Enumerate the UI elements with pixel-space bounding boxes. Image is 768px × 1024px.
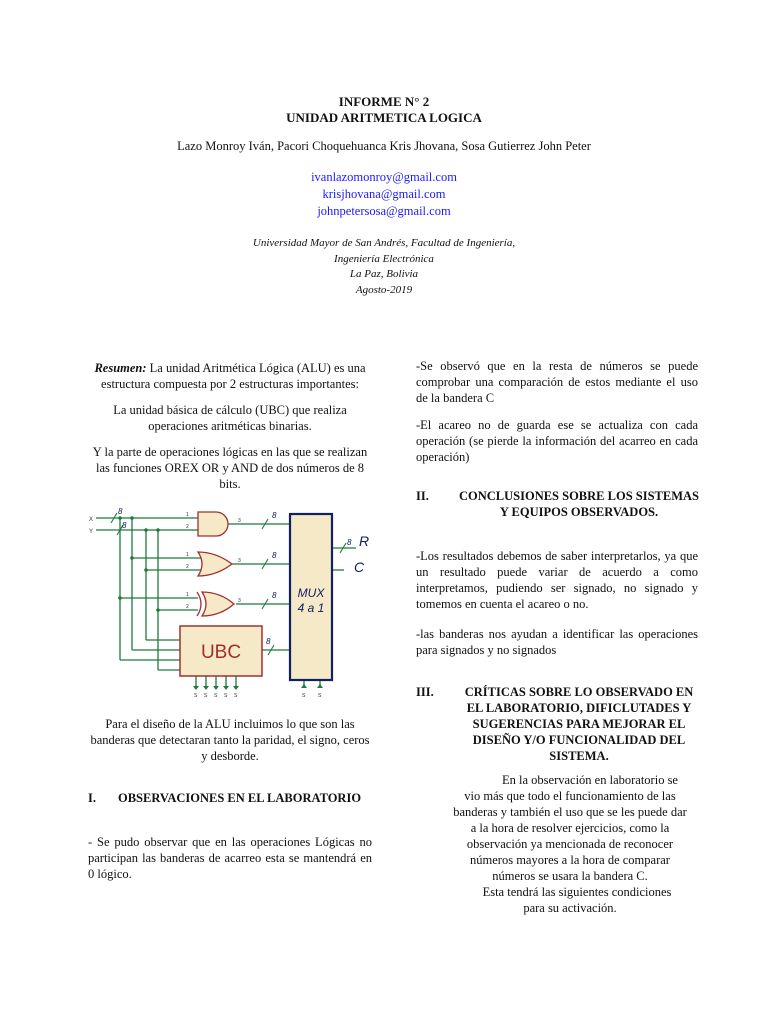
abstract: [88, 360, 372, 392]
mux-label: MUX: [297, 586, 325, 600]
bus-width-label: 8: [122, 521, 127, 530]
ubc-line-2: operaciones aritméticas binarias.: [148, 419, 312, 433]
pin-label: 1: [186, 552, 189, 558]
output-c-label: C: [354, 559, 365, 575]
right-paragraph-1: -Se observó que en la resta de números se puede comprobar una comparación de estos mediante el uso de la bandera C: [416, 359, 698, 405]
abstract-line-1: La unidad Aritmética Lógica (ALU) es una: [146, 361, 366, 375]
output-r-label: R: [359, 533, 370, 549]
email-3[interactable]: johnpetersosa@gmail.com: [317, 204, 451, 218]
input-x-label: X: [89, 517, 94, 523]
abstract-label: Resumen:: [94, 361, 147, 375]
section-3-heading: [416, 684, 706, 763]
xor-gate: [202, 592, 234, 616]
alu-circuit-diagram: [86, 500, 386, 700]
section-1-text: - Se pudo observar que en las operaciones Lógicas no participan las banderas de acarreo esta se mantendrá en 0 lógico.: [88, 835, 372, 881]
p5-line: números se usara la bandera C.: [492, 869, 648, 883]
logic-line-1: Y la parte de operaciones lógicas en las que se realizan: [92, 445, 368, 459]
email-2[interactable]: krisjhovana@gmail.com: [322, 187, 446, 201]
title-line-2: UNIDAD ARITMETICA LOGICA: [286, 110, 482, 125]
section-2-heading: [416, 488, 706, 519]
section-1-title: OBSERVACIONES EN EL LABORATORIO: [118, 791, 362, 805]
flag-pin-label: S: [204, 693, 208, 699]
right-paragraph-4: -las banderas nos ayudan a identificar las operaciones para signados y no signados: [416, 627, 698, 657]
and-gate: [198, 512, 228, 536]
affiliation-university: Universidad Mayor de San Andrés, Facultad de Ingeniería,: [252, 237, 516, 249]
section-3-title-line-3: SUGERENCIAS PARA MEJORAR EL: [472, 717, 686, 731]
or-gate: [198, 552, 232, 576]
pin-label: 3: [238, 598, 241, 604]
bus-width-label: 8: [272, 591, 277, 600]
flag-pin-label: S: [214, 693, 218, 699]
section-3-title-line-4: DISEÑO Y/O FUNCIONALIDAD DEL: [472, 733, 686, 747]
email-1[interactable]: ivanlazomonroy@gmail.com: [311, 170, 457, 184]
pin-label: 2: [186, 604, 189, 610]
p5-line: En la observación en laboratorio se: [502, 773, 678, 787]
section-3-title-line-2: EL LABORATORIO, DIFICLUTADES Y: [466, 701, 692, 715]
section-1-heading: [88, 790, 378, 806]
select-pin-label: S: [318, 693, 322, 699]
right-paragraph-2: -El acareo no de guarda ese se actualiza con cada operación (se pierde la información del acarreo en cada operación): [416, 418, 698, 464]
affiliation-city: La Paz, Bolivia: [349, 268, 419, 280]
p5-line: banderas y también el uso que se les puede dar: [453, 805, 687, 819]
right-paragraph-5: [430, 772, 710, 916]
logic-line-3: bits.: [219, 477, 241, 491]
pin-label: 1: [186, 592, 189, 598]
section-2-number: II.: [416, 489, 429, 503]
authors: Lazo Monroy Iván, Pacori Choquehuanca Kris Jhovana, Sosa Gutierrez John Peter: [177, 139, 591, 153]
pin-label: 3: [238, 518, 241, 524]
logic-paragraph: [88, 444, 372, 492]
logic-line-2: las funciones OREX OR y AND de dos números de 8: [95, 461, 365, 475]
section-3-number: III.: [416, 685, 434, 699]
p5-line: Esta tendrá las siguientes condiciones: [482, 885, 672, 899]
ubc-paragraph: [88, 402, 372, 434]
bus-width-label: 8: [272, 551, 277, 560]
abstract-line-2: estructura compuesta por 2 estructuras importantes:: [101, 377, 359, 391]
ubc-label: UBC: [200, 642, 242, 663]
affiliation-department: Ingeniería Electrónica: [334, 253, 434, 265]
flag-pin-label: S: [234, 693, 238, 699]
p5-line: para su activación.: [523, 901, 617, 915]
alu-design-paragraph: Para el diseño de la ALU incluimos lo que son las banderas que detectaran tanto la paridad, el signo, ceros y desborde.: [90, 717, 370, 763]
pin-label: 2: [186, 564, 189, 570]
pin-label: 3: [238, 558, 241, 564]
section-3-title-line-1: CRÍTICAS SOBRE LO OBSERVADO EN: [464, 685, 694, 699]
section-3-title-line-5: SISTEMA.: [549, 749, 609, 763]
section-2-title-line-1: CONCLUSIONES SOBRE LOS SISTEMAS: [458, 489, 699, 503]
bus-width-label: 8: [266, 637, 271, 646]
section-1-number: I.: [88, 791, 96, 805]
title-line-1: INFORME N° 2: [338, 94, 430, 109]
flag-pin-label: S: [194, 693, 198, 699]
right-paragraph-3: -Los resultados debemos de saber interpretarlos, ya que un resultado puede variar de acuerdo a como interpretamos, pudiendo ser signado, no signado y tomemos en cuenta el acareo o no.: [416, 549, 698, 611]
bus-width-label: 8: [118, 507, 123, 516]
ubc-line-1: La unidad básica de cálculo (UBC) que realiza: [113, 403, 347, 417]
mux-sublabel: 4 a 1: [297, 601, 325, 615]
section-2-title-line-2: Y EQUIPOS OBSERVADOS.: [499, 505, 659, 519]
pin-label: 1: [186, 512, 189, 518]
affiliation-date: Agosto-2019: [355, 284, 413, 296]
flag-pin-label: S: [224, 693, 228, 699]
pin-label: 2: [186, 524, 189, 530]
input-y-label: Y: [89, 529, 94, 535]
bus-width-label: 8: [347, 538, 352, 547]
p5-line: a la hora de resolver ejercicios, como la: [470, 821, 670, 835]
bus-width-label: 8: [272, 511, 277, 520]
select-pin-label: S: [302, 693, 306, 699]
p5-line: observación ya mencionada de reconocer: [466, 837, 674, 851]
p5-line: números mayores a la hora de comparar: [470, 853, 670, 867]
p5-line: vio más que todo el funcionamiento de las: [464, 789, 676, 803]
